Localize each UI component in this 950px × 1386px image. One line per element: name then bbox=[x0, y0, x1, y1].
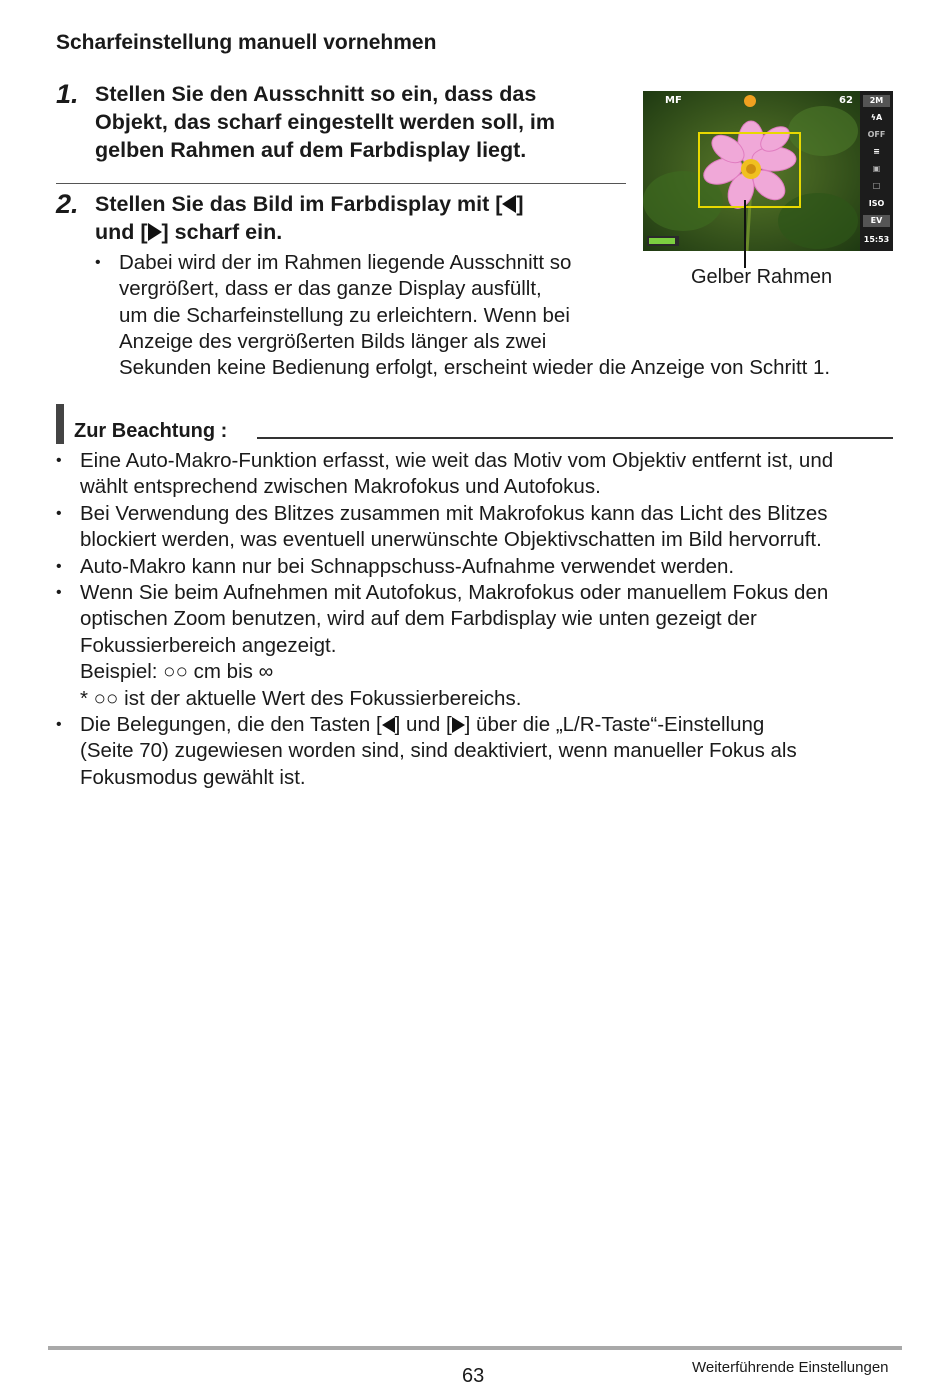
step-1-line: Stellen Sie den Ausschnitt so ein, dass das bbox=[95, 82, 537, 106]
shots-remaining: 62 bbox=[839, 95, 853, 106]
bullet-dot-icon: • bbox=[56, 452, 62, 469]
bullet-dot-icon: • bbox=[56, 716, 62, 733]
note-text: ] und [ bbox=[394, 713, 452, 736]
note-line: Fokussierbereich angezeigt. bbox=[80, 633, 337, 657]
image-size-icon: 2M bbox=[863, 95, 890, 107]
bullet-line: Anzeige des vergrößerten Bilds länger als zwei bbox=[119, 329, 547, 353]
note-rule bbox=[257, 437, 893, 439]
camera-side-panel bbox=[860, 91, 893, 251]
note-line: (Seite 70) zugewiesen worden sind, sind deaktiviert, wenn manueller Fokus als bbox=[80, 739, 797, 763]
note-marker bbox=[56, 404, 64, 444]
face-detect-off-icon: OFF bbox=[867, 130, 886, 139]
footer-section-title: Weiterführende Einstellungen bbox=[692, 1359, 889, 1376]
right-arrow-icon bbox=[148, 223, 162, 241]
bullet-dot-icon: • bbox=[56, 504, 62, 522]
step-1-number: 1. bbox=[56, 79, 79, 109]
right-arrow-icon bbox=[452, 717, 465, 733]
note-line: Auto-Makro kann nur bei Schnappschuss-Aufnahme verwendet werden. bbox=[80, 554, 735, 578]
note-line: blockiert werden, was eventuell unerwünschte Objektivschatten im Bild hervorruft. bbox=[80, 528, 822, 552]
step-2-text: Stellen Sie das Bild im Farbdisplay mit [ bbox=[95, 192, 503, 216]
section-title: Scharfeinstellung manuell vornehmen bbox=[56, 31, 437, 54]
note-line: Bei Verwendung des Blitzes zusammen mit Makrofokus kann das Licht des Blitzes bbox=[80, 501, 828, 525]
step-divider bbox=[56, 183, 626, 184]
left-arrow-icon bbox=[382, 717, 395, 733]
iso-icon: ISO bbox=[868, 199, 885, 208]
frame-caption: Gelber Rahmen bbox=[691, 266, 833, 288]
note-line: optischen Zoom benutzen, wird auf dem Farbdisplay wie unten gezeigt der bbox=[80, 607, 757, 631]
step-2-line bbox=[95, 190, 524, 218]
mf-indicator: MF bbox=[665, 95, 682, 106]
continuous-shot-icon: □ bbox=[872, 181, 881, 190]
note-line: wählt entsprechend zwischen Makrofokus und Autofokus. bbox=[80, 475, 601, 499]
bullet-dot-icon: • bbox=[95, 254, 101, 271]
step-2-text: ] scharf ein. bbox=[161, 220, 283, 244]
bullet-line: Sekunden keine Bedienung erfolgt, erscheint wieder die Anzeige von Schritt 1. bbox=[119, 356, 831, 380]
step-2-text: und [ bbox=[95, 220, 148, 244]
note-title: Zur Beachtung : bbox=[74, 420, 228, 442]
self-timer-icon: ▣ bbox=[872, 164, 881, 173]
yellow-focus-frame bbox=[698, 132, 801, 208]
bullet-line: vergrößert, dass er das ganze Display ausfüllt, bbox=[119, 277, 542, 301]
metering-icon: ≡ bbox=[873, 147, 880, 156]
bullet-dot-icon: • bbox=[56, 584, 62, 601]
frame-leader-line bbox=[744, 200, 746, 268]
step-2-line bbox=[95, 218, 282, 246]
camera-display-image bbox=[643, 91, 893, 251]
note-line: Fokusmodus gewählt ist. bbox=[80, 765, 306, 789]
footer-rule bbox=[48, 1346, 902, 1350]
bullet-dot-icon: • bbox=[56, 557, 62, 575]
clock-time: 15:53 bbox=[863, 235, 890, 244]
bullet-line: um die Scharfeinstellung zu erleichtern. Wenn bei bbox=[119, 303, 570, 327]
note-line: Beispiel: ○○ cm bis ∞ bbox=[80, 660, 274, 684]
note-line: Eine Auto-Makro-Funktion erfasst, wie weit das Motiv vom Objektiv entfernt ist, und bbox=[80, 449, 834, 472]
bullet-line: Dabei wird der im Rahmen liegende Ausschnitt so bbox=[119, 251, 572, 274]
note-line bbox=[80, 712, 764, 738]
step-2-number: 2. bbox=[56, 189, 79, 219]
note-line: * ○○ ist der aktuelle Wert des Fokussierbereichs. bbox=[80, 686, 522, 710]
ev-icon: EV bbox=[863, 215, 890, 227]
step-1-line: gelben Rahmen auf dem Farbdisplay liegt. bbox=[95, 138, 527, 162]
note-text: ] über die „L/R-Taste“-Einstellung bbox=[464, 713, 765, 736]
note-text: Die Belegungen, die den Tasten [ bbox=[80, 713, 382, 736]
flash-icon: ϟA bbox=[870, 113, 883, 122]
left-arrow-icon bbox=[502, 195, 516, 213]
step-2-text: ] bbox=[516, 192, 524, 216]
note-line: Wenn Sie beim Aufnehmen mit Autofokus, Makrofokus oder manuellem Fokus den bbox=[80, 581, 829, 604]
page-number: 63 bbox=[462, 1365, 485, 1386]
step-1-line: Objekt, das scharf eingestellt werden soll, im bbox=[95, 110, 556, 134]
